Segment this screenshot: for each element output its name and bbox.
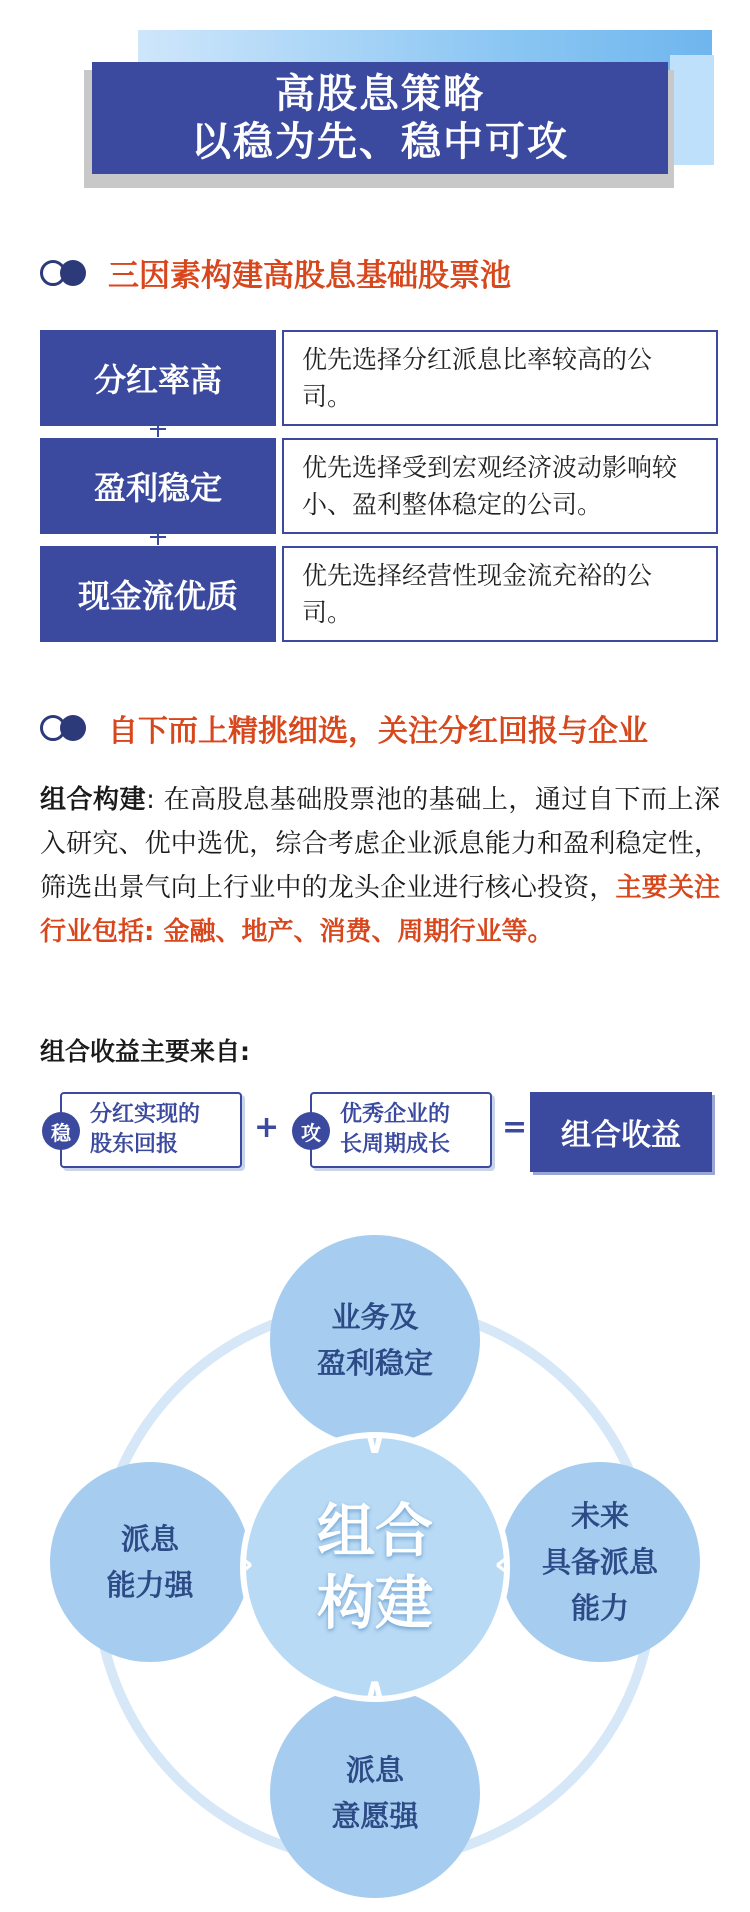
chevron-up-icon: ∧ (361, 1670, 389, 1710)
factor-name: 盈利稳定 (40, 438, 276, 534)
para-highlight: 主要关注行业包括: 金融、地产、消费、周期行业等。 (40, 873, 720, 947)
plus-operator: + (254, 1110, 280, 1145)
node-bottom (270, 1688, 480, 1898)
portfolio-construction-diagram (0, 1210, 750, 1910)
banner-title-line1: 高股息策略 (275, 71, 485, 117)
node-top-line2: 盈利稳定 (316, 1346, 433, 1380)
node-left (50, 1462, 250, 1662)
node-left-line2: 能力强 (106, 1568, 194, 1602)
factor-name: 现金流优质 (40, 546, 276, 642)
equals-operator: = (502, 1110, 528, 1145)
section1-title: 三因素构建高股息基础股票池 (108, 258, 511, 294)
factor-row (40, 330, 720, 426)
chevron-right-icon: › (240, 1544, 255, 1584)
section1-header (40, 250, 511, 295)
factor-desc: 优先选择经营性现金流充裕的公司。 (282, 546, 718, 642)
factor-row (40, 438, 720, 534)
returns-heading: 组合收益主要来自: (40, 1037, 250, 1066)
banner-decor-stripe-2 (670, 55, 714, 165)
plus-connector-icon (150, 529, 166, 545)
factor-desc: 优先选择分红派息比率较高的公司。 (282, 330, 718, 426)
para-body: : 在高股息基础股票池的基础上，通过自下而上深入研究、优中选优，综合考虑企业派息能力和盈利稳定性，筛选出景气向上行业中的龙头企业进行核心投资， (40, 785, 720, 903)
bullet-dots-icon (40, 258, 92, 288)
center-line2: 构建 (316, 1569, 433, 1637)
bullet-dots-icon (40, 713, 92, 743)
chevron-left-icon: ‹ (494, 1544, 509, 1584)
title-banner (92, 62, 668, 174)
center-line1: 组合 (316, 1497, 433, 1565)
banner-title-line2: 以稳为先、稳中可攻 (191, 119, 569, 165)
node-top-line1: 业务及 (331, 1300, 419, 1334)
factor-name: 分红率高 (40, 330, 276, 426)
stable-badge: 稳 (42, 1112, 80, 1150)
factor-row (40, 546, 720, 642)
box2-line1: 优秀企业的 (340, 1102, 451, 1127)
node-right (500, 1462, 700, 1662)
chevron-down-icon: ∨ (361, 1422, 389, 1462)
section2-header (40, 706, 648, 750)
strategy-paragraph (40, 778, 720, 954)
section2-title: 自下而上精挑细选，关注分红回报与企业 (108, 714, 648, 749)
return-source-box-dividend (60, 1092, 242, 1168)
node-bottom-line1: 派息 (345, 1753, 404, 1787)
factor-desc: 优先选择受到宏观经济波动影响较小、盈利整体稳定的公司。 (282, 438, 718, 534)
node-left-line1: 派息 (120, 1522, 179, 1556)
node-top (270, 1235, 480, 1445)
node-center (240, 1432, 510, 1702)
node-bottom-line2: 意愿强 (331, 1799, 419, 1833)
para-label: 组合构建 (40, 785, 147, 815)
node-right-line2: 具备派息 (541, 1545, 658, 1579)
box1-line1: 分红实现的 (90, 1102, 201, 1127)
portfolio-return-box: 组合收益 (530, 1092, 712, 1172)
node-right-line1: 未来 (570, 1499, 629, 1533)
attack-badge: 攻 (292, 1112, 330, 1150)
node-right-line3: 能力 (570, 1591, 629, 1625)
box2-line2: 长周期成长 (340, 1132, 451, 1157)
plus-connector-icon (150, 421, 166, 437)
box1-line2: 股东回报 (90, 1132, 179, 1157)
return-source-box-growth (310, 1092, 492, 1168)
